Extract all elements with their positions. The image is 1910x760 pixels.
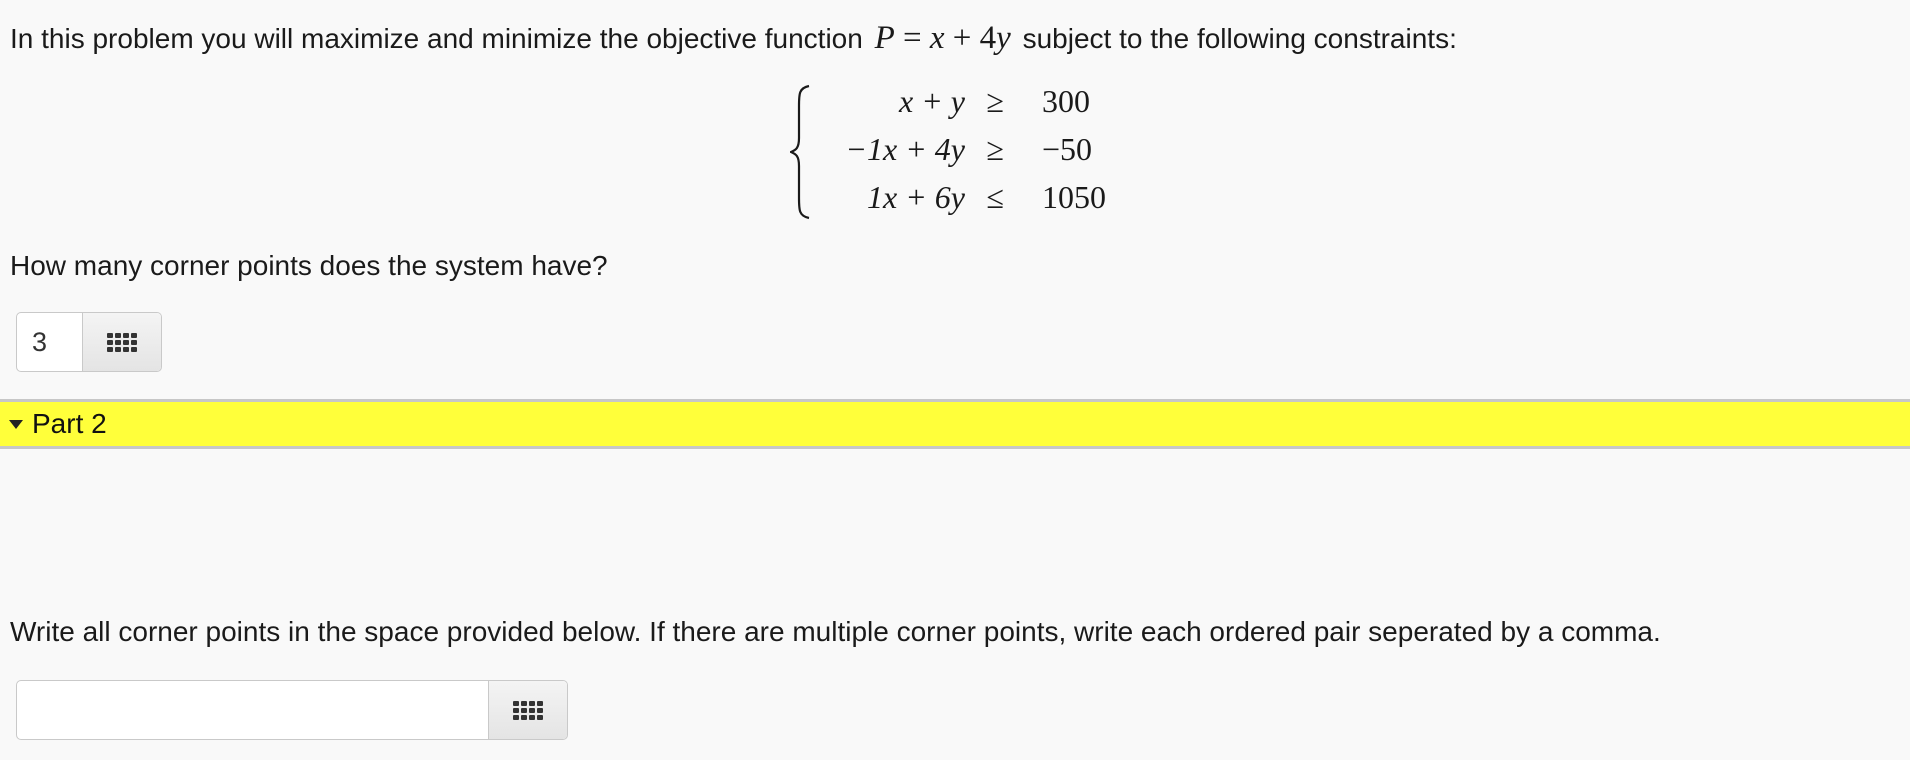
objective-plus: + xyxy=(952,20,972,56)
constraint-rhs: 1050 xyxy=(1042,178,1106,215)
intro-text-before: In this problem you will maximize and minimize the objective function xyxy=(10,23,863,54)
keyboard-icon xyxy=(513,701,543,720)
constraint-system xyxy=(790,78,1120,220)
objective-coef: 4 xyxy=(979,20,997,56)
constraint-relation: ≥ xyxy=(986,130,1004,167)
corner-points-answer xyxy=(16,680,568,740)
math-keyboard-button[interactable] xyxy=(82,313,161,371)
constraint-lhs: 1x + 6y xyxy=(867,178,965,215)
constraint-relation: ≤ xyxy=(986,178,1004,215)
corner-count-question: How many corner points does the system have? xyxy=(10,250,608,281)
part-2-label: Part 2 xyxy=(32,408,107,439)
objective-y: y xyxy=(996,20,1011,56)
problem-intro xyxy=(10,20,1457,57)
constraint-lhs: −1x + 4y xyxy=(845,130,965,167)
intro-text-after: subject to the following constraints: xyxy=(1022,23,1457,54)
objective-function xyxy=(875,20,1011,56)
objective-x: x xyxy=(929,20,945,56)
corner-count-input[interactable] xyxy=(17,313,83,371)
constraint-lhs: x + y xyxy=(899,82,965,119)
objective-eq: = xyxy=(903,20,922,56)
part-2-header[interactable] xyxy=(0,399,1910,449)
constraint-rhs: −50 xyxy=(1042,130,1093,167)
constraint-relation: ≥ xyxy=(986,82,1004,119)
keyboard-icon xyxy=(107,333,137,352)
corner-count-answer xyxy=(16,312,162,372)
left-brace xyxy=(790,84,812,220)
math-keyboard-button[interactable] xyxy=(488,681,567,739)
constraint-rhs: 300 xyxy=(1042,82,1090,119)
corner-points-input[interactable] xyxy=(17,681,489,739)
corner-points-question: Write all corner points in the space provided below. If there are multiple corner points, write each ordered pair seperated by a comma. xyxy=(10,616,1661,647)
triangle-down-icon[interactable] xyxy=(9,420,23,429)
objective-lhs: P xyxy=(874,20,895,56)
